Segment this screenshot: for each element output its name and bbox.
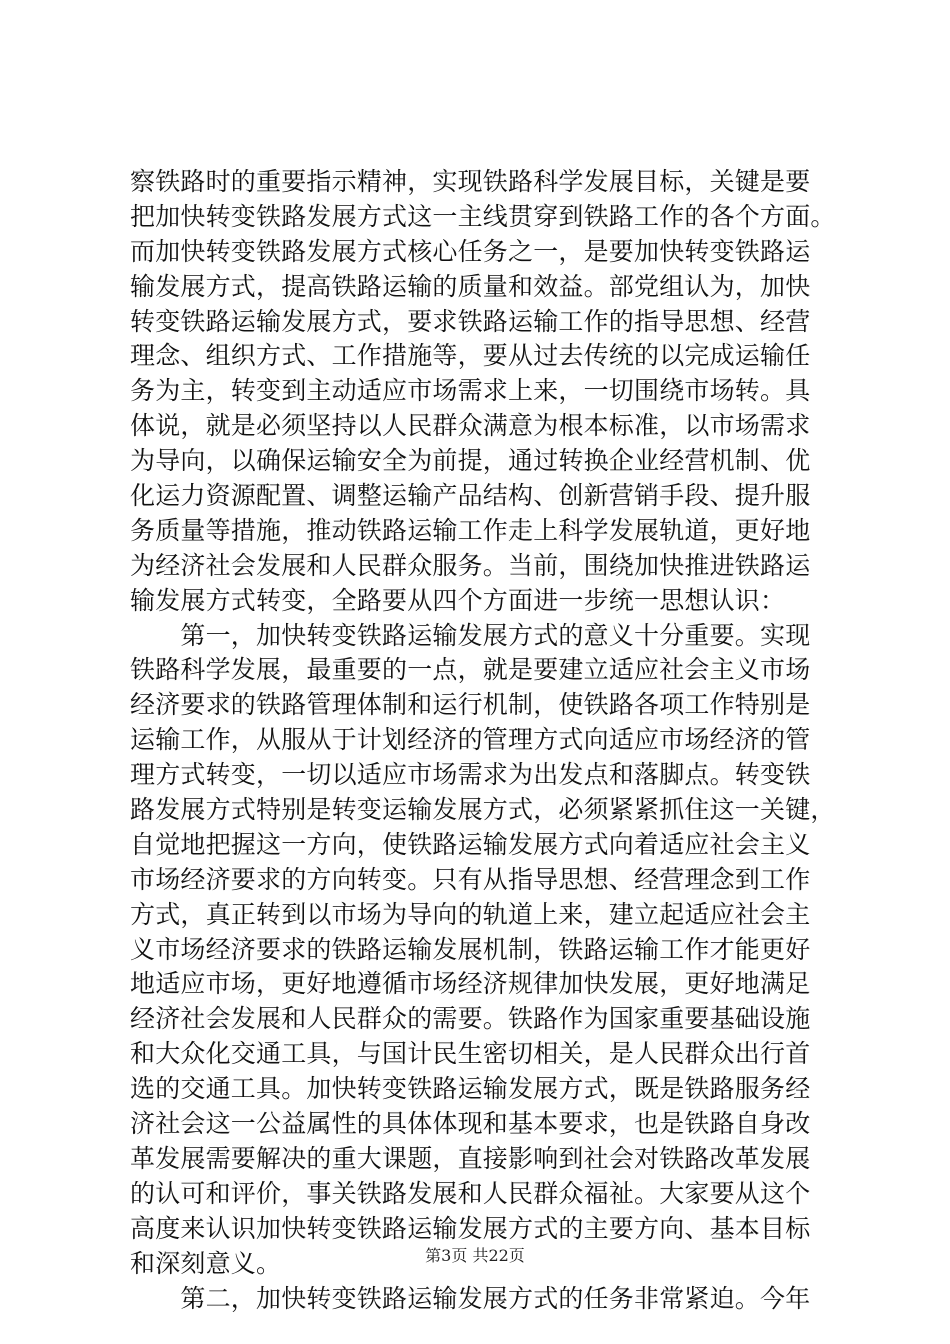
text-line: 和大众化交通工具，与国计民生密切相关，是人民群众出行首 [130,1039,811,1069]
paragraph-start-line: 第二，加快转变铁路运输发展方式的任务非常紧迫。今年 [130,1283,811,1313]
text-line: 而加快转变铁路发展方式核心任务之一，是要加快转变铁路运 [130,236,811,266]
text-line: 化运力资源配置、调整运输产品结构、创新营销手段、提升服 [130,481,811,511]
text-line: 输发展方式，提高铁路运输的质量和效益。部党组认为，加快 [130,271,811,301]
text-line: 输发展方式转变，全路要从四个方面进一步统一思想认识： [130,585,786,615]
page-footer [0,1246,950,1266]
text-line: 高度来认识加快转变铁路运输发展方式的主要方向、基本目标 [130,1213,811,1243]
text-line: 选的交通工具。加快转变铁路运输发展方式，既是铁路服务经 [130,1074,811,1104]
text-line: 转变铁路运输发展方式，要求铁路运输工作的指导思想、经营 [130,306,811,336]
text-line: 自觉地把握这一方向，使铁路运输发展方式向着适应社会主义 [130,829,811,859]
text-line: 革发展需要解决的重大课题，直接影响到社会对铁路改革发展 [130,1143,811,1173]
text-line: 察铁路时的重要指示精神，实现铁路科学发展目标，关键是要 [130,167,811,196]
text-line: 务质量等措施，推动铁路运输工作走上科学发展轨道，更好地 [130,515,811,545]
text-line: 为经济社会发展和人民群众服务。当前，围绕加快推进铁路运 [130,550,811,580]
text-line: 方式，真正转到以市场为导向的轨道上来，建立起适应社会主 [130,899,811,929]
text-line: 理念、组织方式、工作措施等，要从过去传统的以完成运输任 [130,341,811,371]
text-line: 把加快转变铁路发展方式这一主线贯穿到铁路工作的各个方面。 [130,201,836,231]
text-line: 铁路科学发展，最重要的一点，就是要建立适应社会主义市场 [130,655,811,685]
text-line: 运输工作，从服从于计划经济的管理方式向适应市场经济的管 [130,725,811,755]
text-line: 地适应市场，更好地遵循市场经济规律加快发展，更好地满足 [130,969,811,999]
text-line: 和深刻意义。 [130,1248,282,1278]
text-line: 体说，就是必须坚持以人民群众满意为根本标准，以市场需求 [130,411,811,441]
text-line: 路发展方式特别是转变运输发展方式，必须紧紧抓住这一关键， [130,795,836,825]
page-number-indicator: 第3页 共22页 [425,1246,525,1265]
text-line: 经济要求的铁路管理体制和运行机制，使铁路各项工作特别是 [130,690,811,720]
text-line: 的认可和评价，事关铁路发展和人民群众福祉。大家要从这个 [130,1178,811,1208]
text-line: 经济社会发展和人民群众的需要。铁路作为国家重要基础设施 [130,1004,811,1034]
text-line: 务为主，转变到主动适应市场需求上来，一切围绕市场转。具 [130,376,811,406]
text-line: 义市场经济要求的铁路运输发展机制，铁路运输工作才能更好 [130,934,811,964]
text-line: 理方式转变，一切以适应市场需求为出发点和落脚点。转变铁 [130,760,811,790]
paragraph-start-line: 第一，加快转变铁路运输发展方式的意义十分重要。实现 [130,620,811,650]
text-line: 为导向，以确保运输安全为前提，通过转换企业经营机制、优 [130,446,811,476]
text-line: 市场经济要求的方向转变。只有从指导思想、经营理念到工作 [130,864,811,894]
text-line: 济社会这一公益属性的具体体现和基本要求，也是铁路自身改 [130,1109,811,1139]
body-text [130,165,850,1316]
